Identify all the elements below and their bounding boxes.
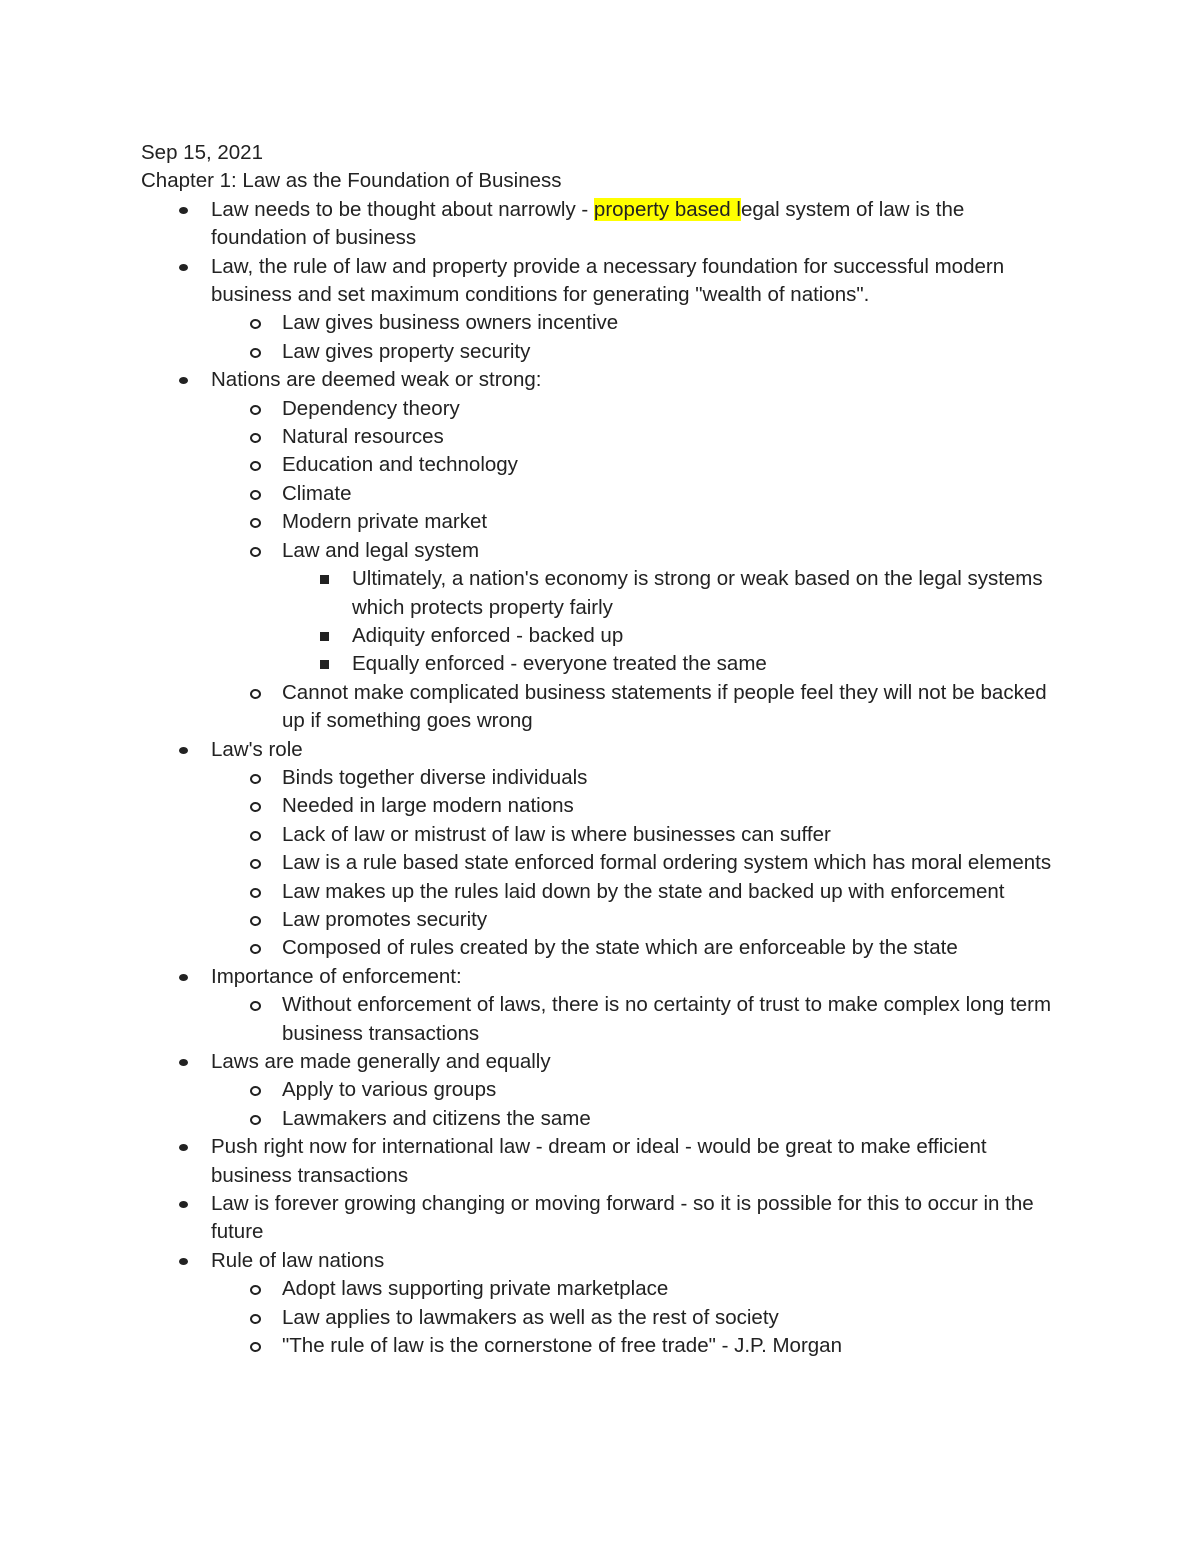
list-item xyxy=(141,764,1061,792)
bullet-square-icon xyxy=(320,632,329,641)
bullet-circle-icon xyxy=(250,888,261,898)
list-item xyxy=(141,395,1061,423)
list-item xyxy=(141,1076,1061,1104)
bullet-disc-icon xyxy=(179,377,188,384)
bullet-circle-icon xyxy=(250,689,261,699)
list-item xyxy=(141,622,1061,650)
list-item-text: Law gives property security xyxy=(282,339,531,363)
list-item xyxy=(141,1275,1061,1303)
list-item-text: Law promotes security xyxy=(282,907,488,931)
notes-list xyxy=(141,196,1061,1361)
list-item-text: Ultimately, a nation's economy is strong or weak based on the legal systems which protects property fairly xyxy=(352,567,1043,619)
date-line: Sep 15, 2021 xyxy=(141,141,263,164)
list-item-text: Cannot make complicated business statements if people feel they will not be backed up if something goes wrong xyxy=(282,680,1047,733)
bullet-disc-icon xyxy=(179,1258,188,1265)
list-item-text: Climate xyxy=(282,481,352,505)
list-item-text: Importance of enforcement: xyxy=(211,964,462,988)
list-item xyxy=(141,338,1061,366)
list-item-text: Adopt laws supporting private marketplace xyxy=(282,1277,669,1301)
list-item-text: Push right now for international law - dream or ideal - would be great to make efficient business transactions xyxy=(211,1135,987,1187)
bullet-circle-icon xyxy=(250,547,261,557)
list-item xyxy=(141,1304,1061,1332)
list-item xyxy=(141,963,1061,991)
bullet-circle-icon xyxy=(250,433,261,443)
list-item-text: egal system of law is the foundation of business xyxy=(211,197,965,250)
list-item-text: Without enforcement of laws, there is no certainty of trust to make complex long term business transactions xyxy=(282,993,1052,1045)
list-item-text: Modern private market xyxy=(282,510,488,534)
list-item-text: Dependency theory xyxy=(282,396,460,420)
list-item-text: Law is a rule based state enforced formal ordering system which has moral elements xyxy=(282,851,1052,875)
bullet-circle-icon xyxy=(250,859,261,869)
bullet-disc-icon xyxy=(179,974,188,981)
bullet-circle-icon xyxy=(250,1115,261,1125)
bullet-circle-icon xyxy=(250,802,261,812)
bullet-circle-icon xyxy=(250,1086,261,1096)
list-item-text: Law and legal system xyxy=(282,538,480,562)
list-item xyxy=(141,792,1061,820)
bullet-circle-icon xyxy=(250,831,261,841)
bullet-circle-icon xyxy=(250,1314,261,1324)
list-item xyxy=(141,991,1061,1048)
list-item-text: "The rule of law is the cornerstone of free trade" - J.P. Morgan xyxy=(282,1334,842,1358)
bullet-circle-icon xyxy=(250,774,261,784)
bullet-disc-icon xyxy=(179,264,188,271)
bullet-circle-icon xyxy=(250,1342,261,1352)
list-item xyxy=(141,480,1061,508)
bullet-circle-icon xyxy=(250,461,261,471)
list-item-text: Law applies to lawmakers as well as the rest of society xyxy=(282,1305,779,1329)
list-item xyxy=(141,1190,1061,1247)
list-item-text: Binds together diverse individuals xyxy=(282,765,588,789)
bullet-circle-icon xyxy=(250,1001,261,1011)
list-item-text: Adiquity enforced - backed up xyxy=(352,623,624,647)
bullet-disc-icon xyxy=(179,1201,188,1208)
bullet-disc-icon xyxy=(179,747,188,754)
list-item xyxy=(141,1247,1061,1275)
list-item-text: Natural resources xyxy=(282,425,444,449)
list-item-text: Lack of law or mistrust of law is where businesses can suffer xyxy=(282,822,831,846)
list-item-text: Education and technology xyxy=(282,453,518,477)
list-item-text: Law needs to be thought about narrowly - xyxy=(211,197,594,221)
list-item-text: Rule of law nations xyxy=(211,1248,385,1272)
list-item xyxy=(141,253,1061,310)
chapter-title: Chapter 1: Law as the Foundation of Business xyxy=(141,169,562,193)
list-item xyxy=(141,565,1061,622)
list-item xyxy=(141,196,1061,253)
bullet-circle-icon xyxy=(250,916,261,926)
list-item-text: Law's role xyxy=(211,737,303,761)
bullet-circle-icon xyxy=(250,319,261,329)
bullet-circle-icon xyxy=(250,1285,261,1295)
list-item xyxy=(141,736,1061,764)
list-item xyxy=(141,1332,1061,1360)
list-item-text: Law makes up the rules laid down by the state and backed up with enforcement xyxy=(282,879,1005,903)
bullet-circle-icon xyxy=(250,490,261,500)
bullet-disc-icon xyxy=(179,1144,188,1151)
list-item-text: Lawmakers and citizens the same xyxy=(282,1106,591,1130)
list-item xyxy=(141,309,1061,337)
list-item xyxy=(141,934,1061,962)
list-item-text: Nations are deemed weak or strong: xyxy=(211,368,542,392)
bullet-circle-icon xyxy=(250,944,261,954)
list-item-text: Laws are made generally and equally xyxy=(211,1050,551,1073)
notes-content xyxy=(141,139,1061,1360)
list-item xyxy=(141,451,1061,479)
list-item xyxy=(141,906,1061,934)
list-item-text: Law gives business owners incentive xyxy=(282,311,619,335)
list-item-text: Law is forever growing changing or moving forward - so it is possible for this to occur in the future xyxy=(211,1192,1034,1244)
list-item-text: Composed of rules created by the state which are enforceable by the state xyxy=(282,936,958,960)
list-item xyxy=(141,508,1061,536)
list-item xyxy=(141,1048,1061,1076)
list-item xyxy=(141,878,1061,906)
list-item-text: Law, the rule of law and property provide a necessary foundation for successful modern business and set maximum conditions for generating "wealth of nations". xyxy=(211,254,1005,307)
bullet-square-icon xyxy=(320,660,329,669)
list-item xyxy=(141,679,1061,736)
bullet-disc-icon xyxy=(179,207,188,214)
list-item xyxy=(141,423,1061,451)
list-item xyxy=(141,821,1061,849)
list-item-text: Apply to various groups xyxy=(282,1078,497,1102)
bullet-circle-icon xyxy=(250,405,261,415)
list-item xyxy=(141,650,1061,678)
list-item xyxy=(141,1133,1061,1190)
list-item-text: Equally enforced - everyone treated the same xyxy=(352,652,767,676)
list-item xyxy=(141,537,1061,565)
list-item-text: Needed in large modern nations xyxy=(282,794,574,818)
highlighted-text: property based l xyxy=(593,197,741,221)
bullet-circle-icon xyxy=(250,348,261,358)
bullet-disc-icon xyxy=(179,1059,188,1066)
bullet-circle-icon xyxy=(250,518,261,528)
list-item xyxy=(141,849,1061,877)
list-item xyxy=(141,1105,1061,1133)
list-item xyxy=(141,366,1061,394)
bullet-square-icon xyxy=(320,575,329,584)
